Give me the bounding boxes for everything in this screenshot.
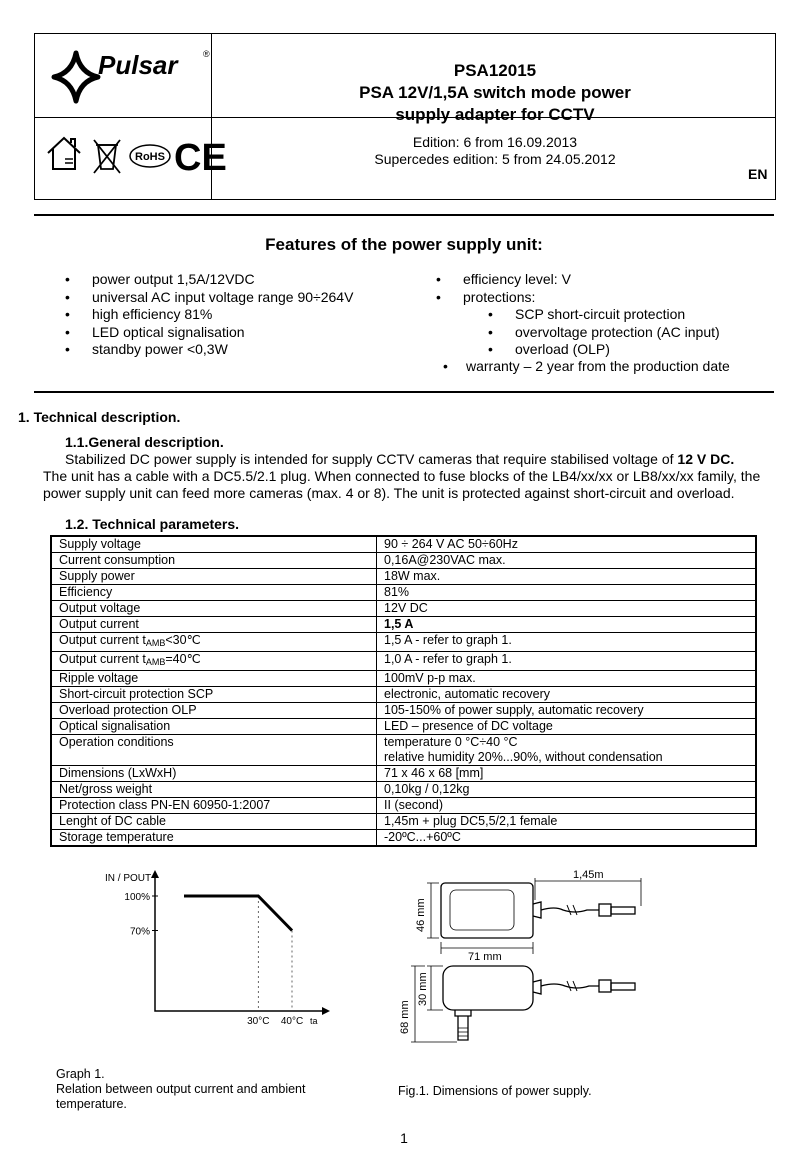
table-row	[51, 671, 756, 687]
product-title	[330, 60, 660, 126]
title-line-2: supply adapter for CCTV	[395, 105, 595, 124]
dimensions-figure	[395, 866, 645, 1081]
param-value: 1,45m + plug DC5,5/2,1 female	[377, 814, 757, 830]
ce-mark: CE	[174, 137, 226, 175]
adapter-top-view	[441, 883, 635, 938]
derating-chart	[100, 866, 340, 1026]
weee-bin-icon	[94, 140, 120, 173]
height-30-label: 30 mm	[417, 972, 429, 1006]
description-line-2: The unit has a cable with a DC5.5/2.1 plug. When connected to fuse blocks of the LB4/xx/xx or LB8/xx/xx family, the	[43, 468, 761, 484]
param-label: Operation conditions	[51, 735, 377, 766]
param-value: 100mV p-p max.	[377, 671, 757, 687]
edition-text: Edition: 6 from 16.09.2013	[412, 134, 578, 150]
certification-icons	[46, 135, 226, 180]
y-tick-label: 70%	[129, 926, 150, 938]
param-label: Output current	[51, 617, 377, 633]
table-row	[51, 719, 756, 735]
graph-caption-desc: temperature.	[56, 1097, 127, 1111]
graph-caption-title: Graph 1.	[56, 1067, 105, 1081]
param-label: Supply voltage	[51, 536, 377, 553]
table-row	[51, 766, 756, 782]
protections-list	[488, 306, 720, 359]
param-value: 12V DC	[377, 601, 757, 617]
param-value: 1,5 A - refer to graph 1.	[377, 633, 757, 652]
warranty-list	[443, 358, 730, 376]
features-list-right	[436, 271, 571, 306]
list-item: • protections:	[436, 289, 571, 307]
figure-caption: Fig.1. Dimensions of power supply.	[398, 1084, 592, 1098]
table-row	[51, 536, 756, 553]
list-item: • overvoltage protection (AC input)	[488, 324, 720, 342]
description-line-3: power supply unit can feed more cameras (max. 4 or 8). The unit is protected against short-circuit and overload.	[43, 485, 735, 501]
param-label: Overload protection OLP	[51, 703, 377, 719]
pulsar-logo-icon	[50, 43, 215, 105]
param-value: 71 x 46 x 68 [mm]	[377, 766, 757, 782]
title-line-1: PSA 12V/1,5A switch mode power	[359, 83, 631, 102]
supersedes-text: Supercedes edition: 5 from 24.05.2012	[374, 151, 616, 167]
width-71-label: 71 mm	[468, 951, 502, 963]
x-axis-arrow	[322, 1007, 330, 1015]
graph-caption	[56, 1067, 305, 1112]
table-row	[51, 617, 756, 633]
param-label: Lenght of DC cable	[51, 814, 377, 830]
section-heading: 1. Technical description.	[18, 409, 181, 425]
param-value: II (second)	[377, 798, 757, 814]
table-row	[51, 830, 756, 847]
param-label: Dimensions (LxWxH)	[51, 766, 377, 782]
param-label: Optical signalisation	[51, 719, 377, 735]
param-label: Net/gross weight	[51, 782, 377, 798]
x-tick-label: 40°C	[280, 1016, 304, 1026]
graph-caption-desc: Relation between output current and ambient	[56, 1082, 306, 1096]
list-item: • standby power <0,3W	[65, 341, 353, 359]
table-row	[51, 652, 756, 671]
page-number: 1	[400, 1130, 408, 1146]
param-value: -20ºC...+60ºC	[377, 830, 757, 847]
adapter-side-view	[443, 966, 635, 1040]
table-row	[51, 569, 756, 585]
table-row	[51, 601, 756, 617]
middle-rule	[34, 391, 774, 393]
param-value-line: relative humidity 20%...90%, without condensation	[384, 750, 663, 764]
table-row	[51, 553, 756, 569]
table-row	[51, 798, 756, 814]
param-label: Short-circuit protection SCP	[51, 687, 377, 703]
y-tick-label: 100%	[124, 892, 150, 903]
param-label: Current consumption	[51, 553, 377, 569]
table-row	[51, 735, 756, 766]
list-item: • efficiency level: V	[436, 271, 571, 289]
pulsar-logo	[50, 43, 215, 110]
height-68-label: 68 mm	[399, 1000, 411, 1034]
table-row	[51, 585, 756, 601]
features-list-left	[65, 271, 353, 359]
param-label-text: Output current t	[59, 633, 146, 647]
table-row	[51, 703, 756, 719]
param-value: 0,10kg / 0,12kg	[377, 782, 757, 798]
param-label: Output voltage	[51, 601, 377, 617]
x-tick-label: 30°C	[247, 1016, 270, 1026]
y-axis-label: IN / POUT	[105, 873, 152, 884]
param-label: Supply power	[51, 569, 377, 585]
param-label: Ripple voltage	[51, 671, 377, 687]
param-subscript: AMB	[145, 638, 166, 648]
list-item: • LED optical signalisation	[65, 324, 353, 342]
parameters-table	[50, 535, 757, 847]
table-row	[51, 687, 756, 703]
param-value: 90 ÷ 264 V AC 50÷60Hz	[377, 536, 757, 553]
edition-info	[320, 134, 670, 168]
param-label-text: Output current t	[59, 652, 146, 666]
list-item: • high efficiency 81%	[65, 306, 353, 324]
rohs-label: RoHS	[135, 151, 165, 163]
param-value: 1,0 A - refer to graph 1.	[377, 652, 757, 671]
list-item: • universal AC input voltage range 90÷264V	[65, 289, 353, 307]
param-label	[51, 633, 377, 652]
indoor-use-icon	[48, 138, 80, 169]
model-code: PSA12015	[453, 61, 537, 80]
top-rule	[34, 214, 774, 216]
subsection-heading: 1.1.General description.	[65, 434, 224, 450]
param-value: LED – presence of DC voltage	[377, 719, 757, 735]
param-value: 0,16A@230VAC max.	[377, 553, 757, 569]
table-row	[51, 814, 756, 830]
table-row	[51, 782, 756, 798]
subsection-heading: 1.2. Technical parameters.	[65, 516, 240, 532]
language-code: EN	[748, 166, 768, 182]
param-value-line: temperature 0 °C÷40 °C	[384, 735, 518, 749]
brand-name: Pulsar	[98, 50, 178, 80]
param-label: Protection class PN-EN 60950-1:2007	[51, 798, 377, 814]
y-axis-arrow	[151, 870, 159, 878]
list-item: • overload (OLP)	[488, 341, 720, 359]
param-label	[51, 652, 377, 671]
list-item: • warranty – 2 year from the production date	[443, 358, 730, 376]
param-value	[377, 735, 757, 766]
derating-curve	[184, 896, 292, 931]
description-text: Stabilized DC power supply is intended for supply CCTV cameras that require stabilised voltage of	[65, 451, 678, 467]
rohs-badge	[130, 145, 170, 167]
param-condition: =40℃	[165, 652, 201, 666]
param-value: 18W max.	[377, 569, 757, 585]
voltage-highlight: 12 V DC.	[677, 451, 735, 467]
height-46-label: 46 mm	[415, 898, 427, 932]
x-axis-label: ta	[310, 1016, 318, 1026]
features-heading: Features of the power supply unit:	[265, 235, 543, 254]
table-row	[51, 633, 756, 652]
param-value: 81%	[377, 585, 757, 601]
param-value: 105-150% of power supply, automatic recovery	[377, 703, 757, 719]
list-item: • SCP short-circuit protection	[488, 306, 720, 324]
registered-mark: ®	[203, 49, 210, 59]
param-subscript: AMB	[145, 657, 166, 667]
param-condition: <30℃	[165, 633, 201, 647]
param-label: Efficiency	[51, 585, 377, 601]
cable-length-label: 1,45m	[573, 869, 604, 881]
list-item: • power output 1,5A/12VDC	[65, 271, 353, 289]
param-label: Storage temperature	[51, 830, 377, 847]
param-value: 1,5 A	[377, 617, 757, 633]
description-line-1	[65, 451, 734, 468]
param-value: electronic, automatic recovery	[377, 687, 757, 703]
